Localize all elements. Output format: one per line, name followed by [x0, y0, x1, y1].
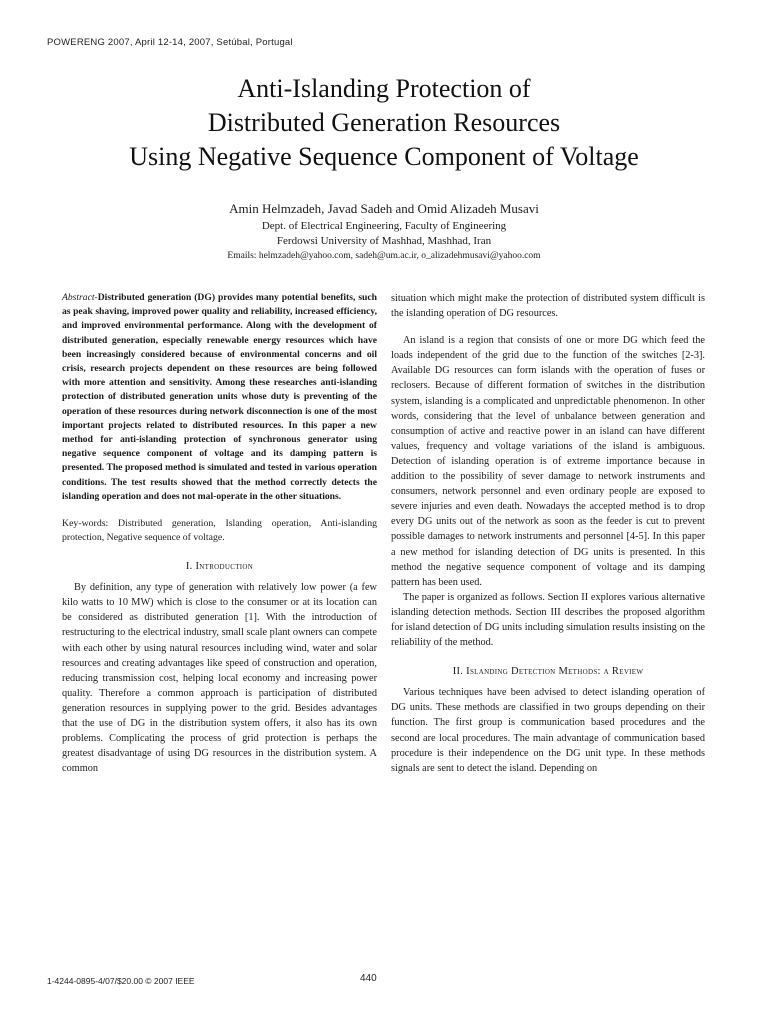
- abstract-label: Abstract-: [62, 292, 98, 303]
- abstract-text: Distributed generation (DG) provides many potential benefits, such as peak shaving, improved power quality and reliability, increased efficiency, and improved environmental performance. Along with the development of distributed generation, especially renewable energy resources which have been increasingly considered because of environmental concerns and oil crisis, research projects dependent on these resources are being followed with more attention and sensitivity. Among these researches anti-islanding protection of distributed generation units whose duty is preventing of the operation of these resources during network disconnection is one of the most important projects related to distributed resources. In this paper a new method for anti-islanding protection of synchronous generator using negative sequence component of voltage and its damping pattern is presented. The proposed method is simulated and tested in various operation conditions. The test results showed that the method correctly detects the islanding operation and does not mal-operate in the other situations.: [62, 292, 377, 502]
- title-line-3: Using Negative Sequence Component of Voltage: [129, 142, 639, 171]
- keywords: Key-words: Distributed generation, Islanding operation, Anti-islanding protection, Negative sequence of voltage.: [62, 518, 377, 544]
- author-department: Dept. of Electrical Engineering, Faculty of Engineering: [261, 220, 507, 232]
- title-line-1: Anti-Islanding Protection of: [237, 74, 531, 103]
- author-names: Amin Helmzadeh, Javad Sadeh and Omid Alizadeh Musavi: [229, 201, 539, 216]
- section-heading-introduction: I. Introduction: [185, 561, 254, 573]
- intro-paragraph-2: An island is a region that consists of one or more DG which feed the loads independent of the grid due to the function of the switches [2-3]. Available DG resources can form islands with the operation of fuses or reclosers. Because of different formation of switches in the distribution system, islanding is a complicated and unpredictable phenomenon. In other words, considering that the level of unbalance between generation and consumption of active and reactive power in an island can have different values, frequency and voltage variations of the island is ambiguous. Detection of islanding operation is of extreme importance because in addition to the possibility of sever damage to network instruments and consumers, network personnel and even ordinary people are exposed to severe injuries and even death. Nowadays the accepted method is to drop every DG units out of the network as soon as the feeder is cut to prevent possible damages to network instruments and personnel [4-5]. In this paper a new method for islanding detection of DG units is presented. In this method the negative sequence component of voltage and its damping pattern has been used.: [391, 335, 705, 588]
- intro-paragraph-1-continued: situation which might make the protection of distributed system difficult is the islanding operation of DG resources.: [391, 293, 705, 320]
- conference-header: POWERENG 2007, April 12-14, 2007, Setúbal, Portugal: [47, 37, 293, 48]
- right-column: [391, 291, 705, 776]
- review-paragraph-1: Various techniques have been advised to detect islanding operation of DG units. These methods are classified in two groups depending on their function. The first group is communication based procedures and the second are local procedures. The main advantage of communication based procedure is their independence on the DG unit type. In these methods signals are sent to detect the island. Depending on: [391, 687, 705, 774]
- author-emails: Emails: helmzadeh@yahoo.com, sadeh@um.ac.ir, o_alizadehmusavi@yahoo.com: [227, 251, 541, 261]
- author-block: [0, 199, 768, 263]
- page-number: 440: [360, 973, 377, 984]
- abstract: [62, 291, 377, 504]
- title-line-2: Distributed Generation Resources: [207, 108, 561, 137]
- paper-title: [0, 72, 768, 174]
- section-heading-review: II. Islanding Detection Methods: a Review: [452, 666, 644, 678]
- copyright-footer: 1-4244-0895-4/07/$20.00 © 2007 IEEE: [47, 976, 195, 986]
- intro-paragraph-3: The paper is organized as follows. Section II explores various alternative islanding detection methods. Section III describes the proposed algorithm for island detection of DG units including simulation results insisting on the reliability of the method.: [391, 591, 705, 649]
- left-column: [62, 291, 377, 776]
- intro-paragraph-1: By definition, any type of generation with relatively low power (a few kilo watts to 10 MW) which is close to the consumer or at its location can be considered as distributed generation [1]. With the introduction of restructuring to the electrical industry, small scale plant owners can compete with each other by using natural resources including wind, water and solar resources and creating advantages like speed of construction and operation, reducing transmission cost, helping local economy and increasing power quality. Therefore a common approach is participation of distributed generation resources in supplying power to the grid. Besides advantages that the use of DG in the distribution system offers, it also has its own problems. Complicating the process of grid protection is perhaps the greatest disadvantage of using DG resources in the distribution system. A common: [62, 582, 377, 775]
- author-university: Ferdowsi University of Mashhad, Mashhad, Iran: [276, 235, 492, 247]
